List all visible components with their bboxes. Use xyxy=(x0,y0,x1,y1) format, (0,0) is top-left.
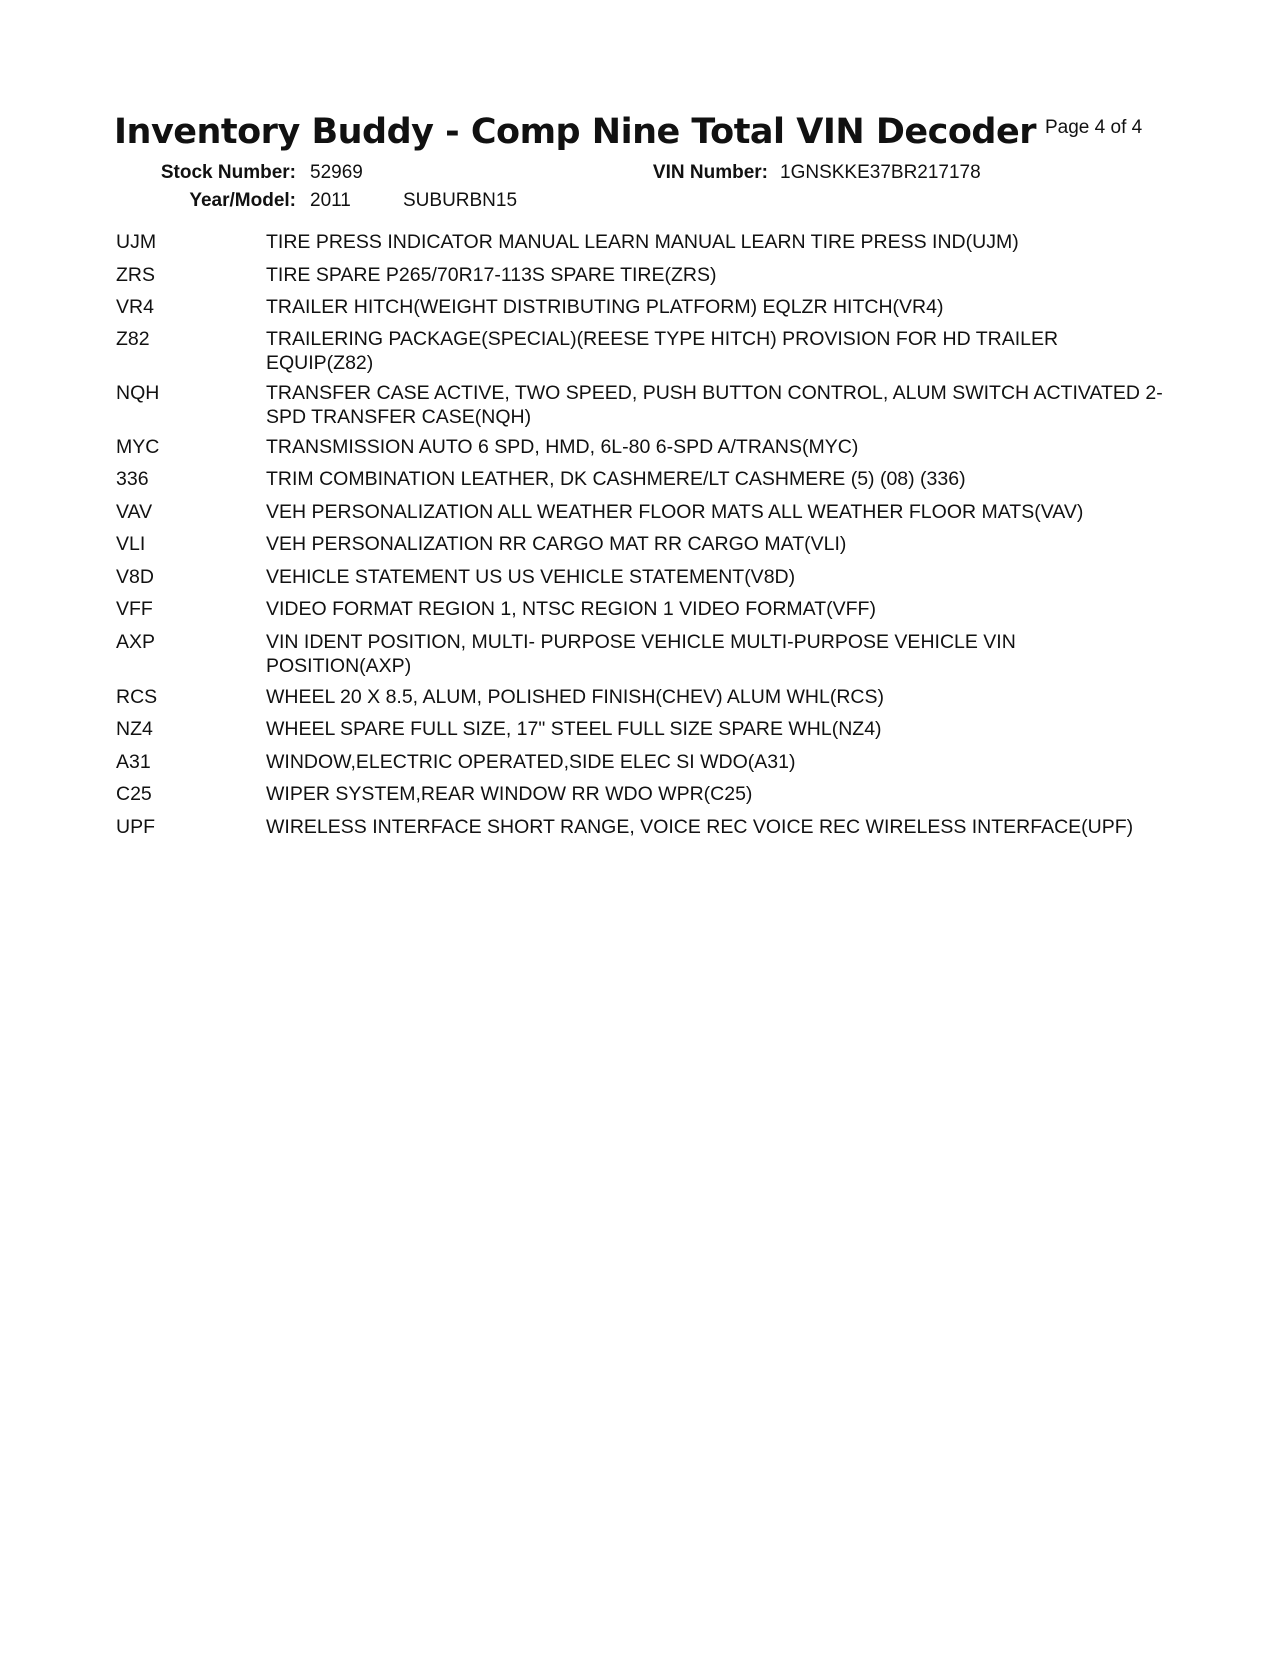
option-code: UJM xyxy=(116,231,157,253)
option-description: VEHICLE STATEMENT US US VEHICLE STATEMENT(V8D) xyxy=(266,566,796,588)
option-description: TRAILERING PACKAGE(SPECIAL)(REESE TYPE HITCH) PROVISION FOR HD TRAILER EQUIP(Z82) xyxy=(266,328,1059,374)
option-code: VLI xyxy=(116,533,146,555)
option-description: WIRELESS INTERFACE SHORT RANGE, VOICE REC VOICE REC WIRELESS INTERFACE(UPF) xyxy=(266,816,1134,838)
option-description: VEH PERSONALIZATION ALL WEATHER FLOOR MATS ALL WEATHER FLOOR MATS(VAV) xyxy=(266,501,1084,523)
option-code: MYC xyxy=(116,436,160,458)
option-code: AXP xyxy=(116,631,156,653)
vin-number-label: VIN Number: xyxy=(652,162,768,183)
option-description: WHEEL SPARE FULL SIZE, 17" STEEL FULL SIZE SPARE WHL(NZ4) xyxy=(266,718,882,740)
option-description: VIDEO FORMAT REGION 1, NTSC REGION 1 VIDEO FORMAT(VFF) xyxy=(266,598,876,620)
option-description: TRANSFER CASE ACTIVE, TWO SPEED, PUSH BUTTON CONTROL, ALUM SWITCH ACTIVATED 2-SPD TRANSFER CASE(NQH) xyxy=(266,382,1163,428)
option-code: Z82 xyxy=(116,328,150,350)
page-title: Inventory Buddy - Comp Nine Total VIN Decoder xyxy=(114,112,1036,152)
option-code: 336 xyxy=(116,468,149,490)
option-description: VEH PERSONALIZATION RR CARGO MAT RR CARGO MAT(VLI) xyxy=(266,533,847,555)
year-model-label: Year/Model: xyxy=(189,190,296,211)
option-description: TRIM COMBINATION LEATHER, DK CASHMERE/LT CASHMERE (5) (08) (336) xyxy=(266,468,966,490)
stock-number-label: Stock Number: xyxy=(160,162,296,183)
option-code: RCS xyxy=(116,686,158,708)
option-code: VAV xyxy=(116,501,153,523)
option-code: VR4 xyxy=(116,296,154,318)
option-description: TIRE PRESS INDICATOR MANUAL LEARN MANUAL LEARN TIRE PRESS IND(UJM) xyxy=(266,231,1019,253)
option-code: NZ4 xyxy=(116,718,153,740)
option-description: VIN IDENT POSITION, MULTI- PURPOSE VEHICLE MULTI-PURPOSE VEHICLE VIN POSITION(AXP) xyxy=(266,631,1016,677)
option-code: VFF xyxy=(116,598,153,620)
option-code: NQH xyxy=(116,382,160,404)
option-code: C25 xyxy=(116,783,152,805)
option-code: A31 xyxy=(116,751,151,773)
option-description: WHEEL 20 X 8.5, ALUM, POLISHED FINISH(CHEV) ALUM WHL(RCS) xyxy=(266,686,884,708)
model-value: SUBURBN15 xyxy=(403,190,518,211)
option-description: TRANSMISSION AUTO 6 SPD, HMD, 6L-80 6-SPD A/TRANS(MYC) xyxy=(266,436,859,458)
year-value: 2011 xyxy=(310,190,351,211)
option-description: WINDOW,ELECTRIC OPERATED,SIDE ELEC SI WDO(A31) xyxy=(266,751,796,773)
option-description: TRAILER HITCH(WEIGHT DISTRIBUTING PLATFORM) EQLZR HITCH(VR4) xyxy=(266,296,944,318)
option-description: WIPER SYSTEM,REAR WINDOW RR WDO WPR(C25) xyxy=(266,783,753,805)
option-code: ZRS xyxy=(116,264,155,286)
option-code: V8D xyxy=(116,566,154,588)
vin-number-value: 1GNSKKE37BR217178 xyxy=(780,162,981,183)
option-description: TIRE SPARE P265/70R17-113S SPARE TIRE(ZRS) xyxy=(266,264,717,286)
stock-number-value: 52969 xyxy=(310,162,363,183)
option-code: UPF xyxy=(116,816,155,838)
page-number: Page 4 of 4 xyxy=(1045,117,1143,138)
